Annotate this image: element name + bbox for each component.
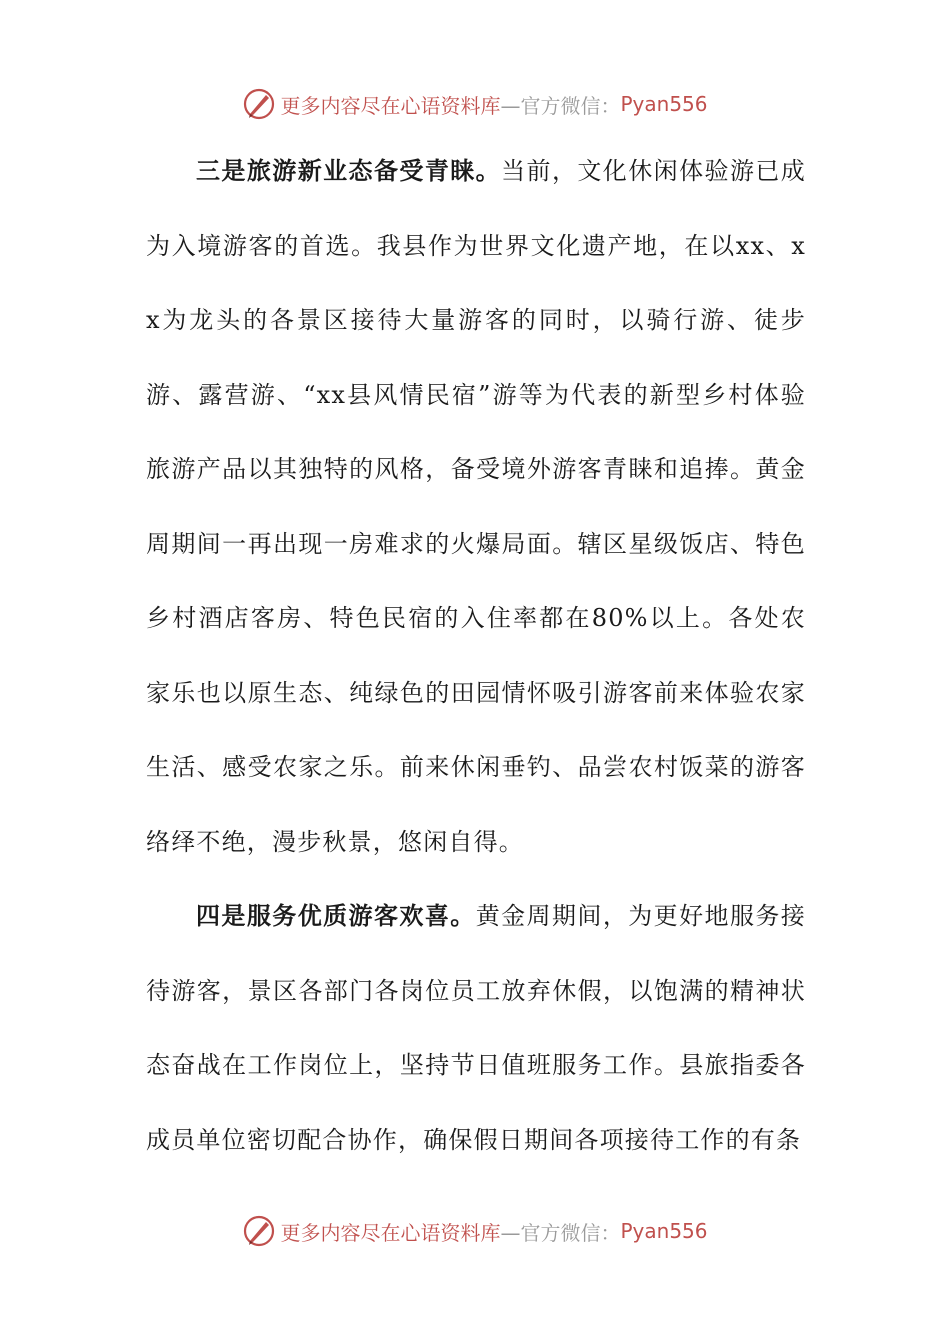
quill-pen-logo-icon	[242, 87, 276, 121]
footer-banner	[0, 1211, 950, 1251]
banner-text-title: 更多内容尽在心语资料库	[280, 1220, 501, 1245]
banner-text-wechat-id: Pyan556	[620, 92, 708, 116]
paragraph-tourism-new-forms	[146, 134, 806, 879]
header-banner	[0, 84, 950, 124]
banner-text-wechat-id: Pyan556	[620, 1219, 708, 1243]
paragraph-lead-heading: 三是旅游新业态备受青睐。	[196, 156, 502, 185]
paragraph-lead-heading: 四是服务优质游客欢喜。	[196, 901, 476, 930]
quill-pen-logo-icon	[242, 1214, 276, 1248]
banner-text-title: 更多内容尽在心语资料库	[280, 93, 501, 118]
paragraph-body-text: 黄金周期间，为更好地服务接待游客，景区各部门各岗位员工放弃休假，以饱满的精神状态奋战在工作岗位上，坚持节日值班服务工作。县旅指委各成员单位密切配合协作，确保假日期间各项接待工作的有条	[146, 902, 806, 1154]
document-body	[146, 134, 806, 1177]
paragraph-quality-service	[146, 879, 806, 1177]
banner-text-wechat-label: —官方微信：	[500, 1220, 621, 1245]
banner-text-wechat-label: —官方微信：	[500, 93, 621, 118]
paragraph-body-text: 当前，文化休闲体验游已成为入境游客的首选。我县作为世界文化遗产地，在以xx、xx为龙头的各景区接待大量游客的同时，以骑行游、徒步游、露营游、“xx县风情民宿”游等为代表的新型乡村体验旅游产品以其独特的风格，备受境外游客青睐和追捧。黄金周期间一再出现一房难求的火爆局面。辖区星级饭店、特色乡村酒店客房、特色民宿的入住率都在80%以上。各处农家乐也以原生态、纯绿色的田园情怀吸引游客前来体验农家生活、感受农家之乐。前来休闲垂钓、品尝农村饭菜的游客络绎不绝，漫步秋景，悠闲自得。	[146, 157, 806, 856]
